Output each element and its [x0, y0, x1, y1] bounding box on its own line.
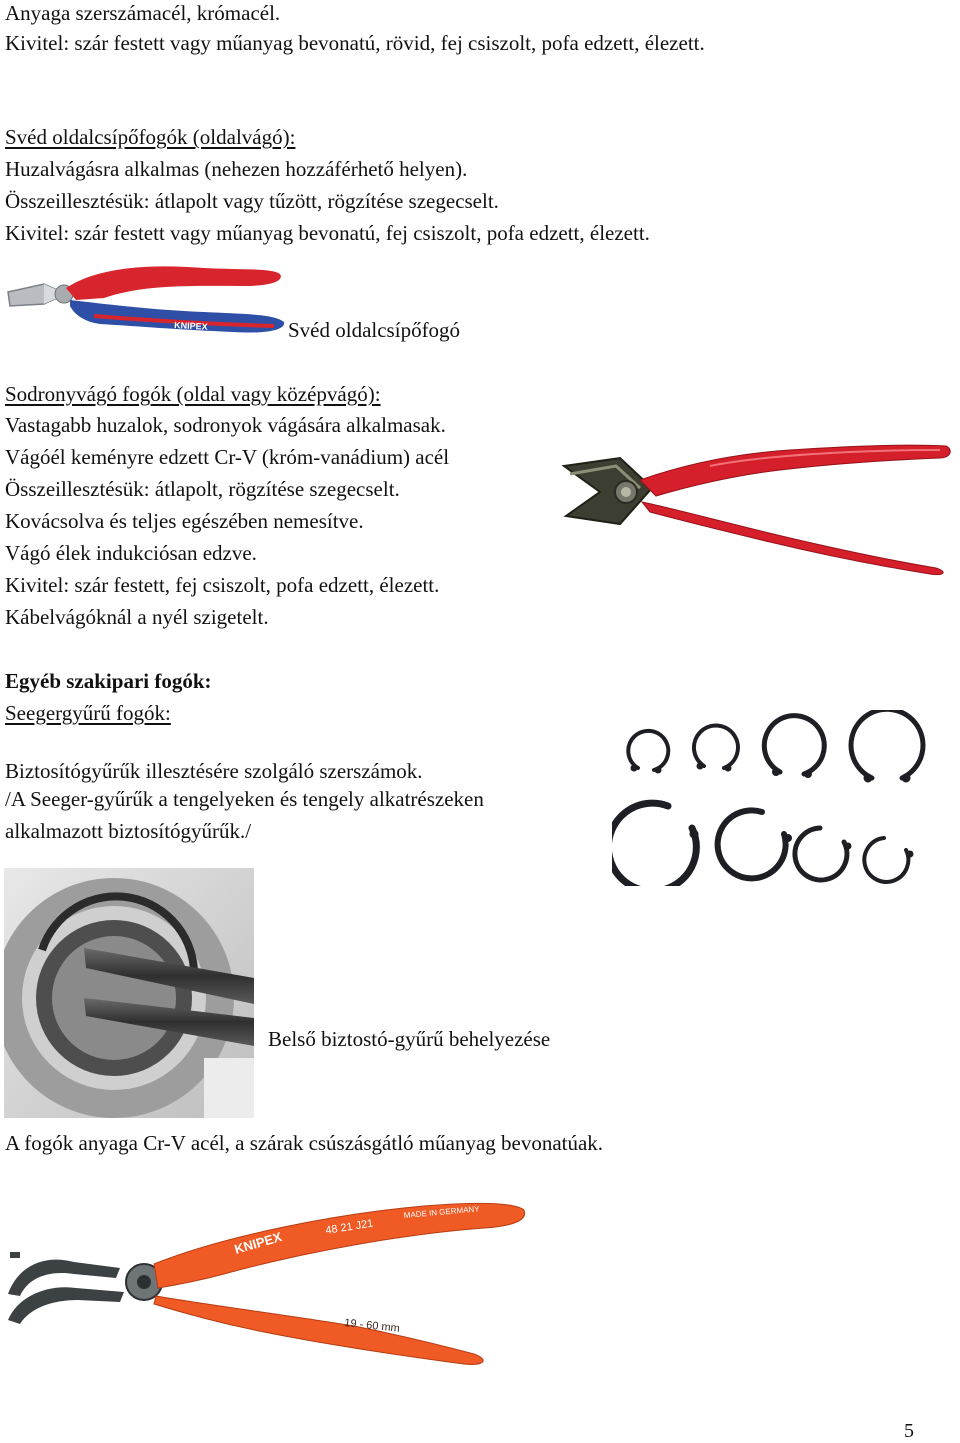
pliers-brand-text: KNIPEX [232, 1229, 284, 1257]
material-line: Anyaga szerszámacél, krómacél. [5, 1, 281, 25]
sved-line-2: Összeillesztésük: átlapolt vagy tűzött, rögzítése szegecselt. [5, 189, 499, 213]
page-number: 5 [904, 1420, 914, 1442]
side-cutter-image [4, 254, 286, 338]
internal-ring-install-image [4, 868, 254, 1118]
material-note: A fogók anyaga Cr-V acél, a szárak csúszásgátló műanyag bevonatúak. [5, 1131, 604, 1155]
sved-line-1: Huzalvágásra alkalmas (nehezen hozzáférhető helyen). [5, 157, 468, 181]
sodrony-line: Kábelvágóknál a nyél szigetelt. [5, 605, 269, 629]
seeger-line-2: /A Seeger-gyűrűk a tengelyeken és tengely alkatrészeken [5, 787, 484, 811]
pliers-code-text: 48 21 J21 [324, 1217, 375, 1237]
seeger-subheading: Seegergyűrű fogók: [5, 701, 171, 725]
finish-line: Kivitel: szár festett vagy műanyag bevonatú, rövid, fej csiszolt, pofa edzett, élezett. [5, 31, 705, 55]
seeger-line-1: Biztosítógyűrűk illesztésére szolgáló szerszámok. [5, 759, 423, 783]
sodrony-line: Vágó élek indukciósan edzve. [5, 541, 257, 565]
circlip-pliers-image [4, 1196, 528, 1366]
seeger-line-3: alkalmazott biztosítógyűrűk./ [5, 819, 252, 843]
sodrony-line: Kivitel: szár festett, fej csiszolt, pofa edzett, élezett. [5, 573, 440, 597]
sved-caption: Svéd oldalcsípőfogó [288, 318, 461, 342]
install-caption: Belső biztostó-gyűrű behelyezése [268, 1027, 551, 1051]
sved-line-3: Kivitel: szár festett vagy műanyag bevonatú, fej csiszolt, pofa edzett, élezett. [5, 221, 650, 245]
pliers-made-text: MADE IN GERMANY [403, 1204, 480, 1220]
circlips-image [612, 710, 928, 886]
pliers-range-text: 19 - 60 mm [343, 1317, 401, 1335]
sodrony-line: Kovácsolva és teljes egészében nemesítve. [5, 509, 364, 533]
sved-heading: Svéd oldalcsípőfogók (oldalvágó): [5, 125, 296, 149]
egyeb-heading: Egyéb szakipari fogók: [5, 669, 212, 693]
sodrony-line: Összeillesztésük: átlapolt, rögzítése szegecselt. [5, 477, 400, 501]
sodrony-heading: Sodronyvágó fogók (oldal vagy középvágó): [5, 382, 381, 406]
sodrony-line: Vágóél keményre edzett Cr-V (króm-vanádium) acél [5, 445, 450, 469]
wire-cutter-image [560, 436, 956, 576]
side-cutter-brand-text: KNIPEX [173, 320, 208, 332]
sodrony-line: Vastagabb huzalok, sodronyok vágására alkalmasak. [5, 413, 446, 437]
